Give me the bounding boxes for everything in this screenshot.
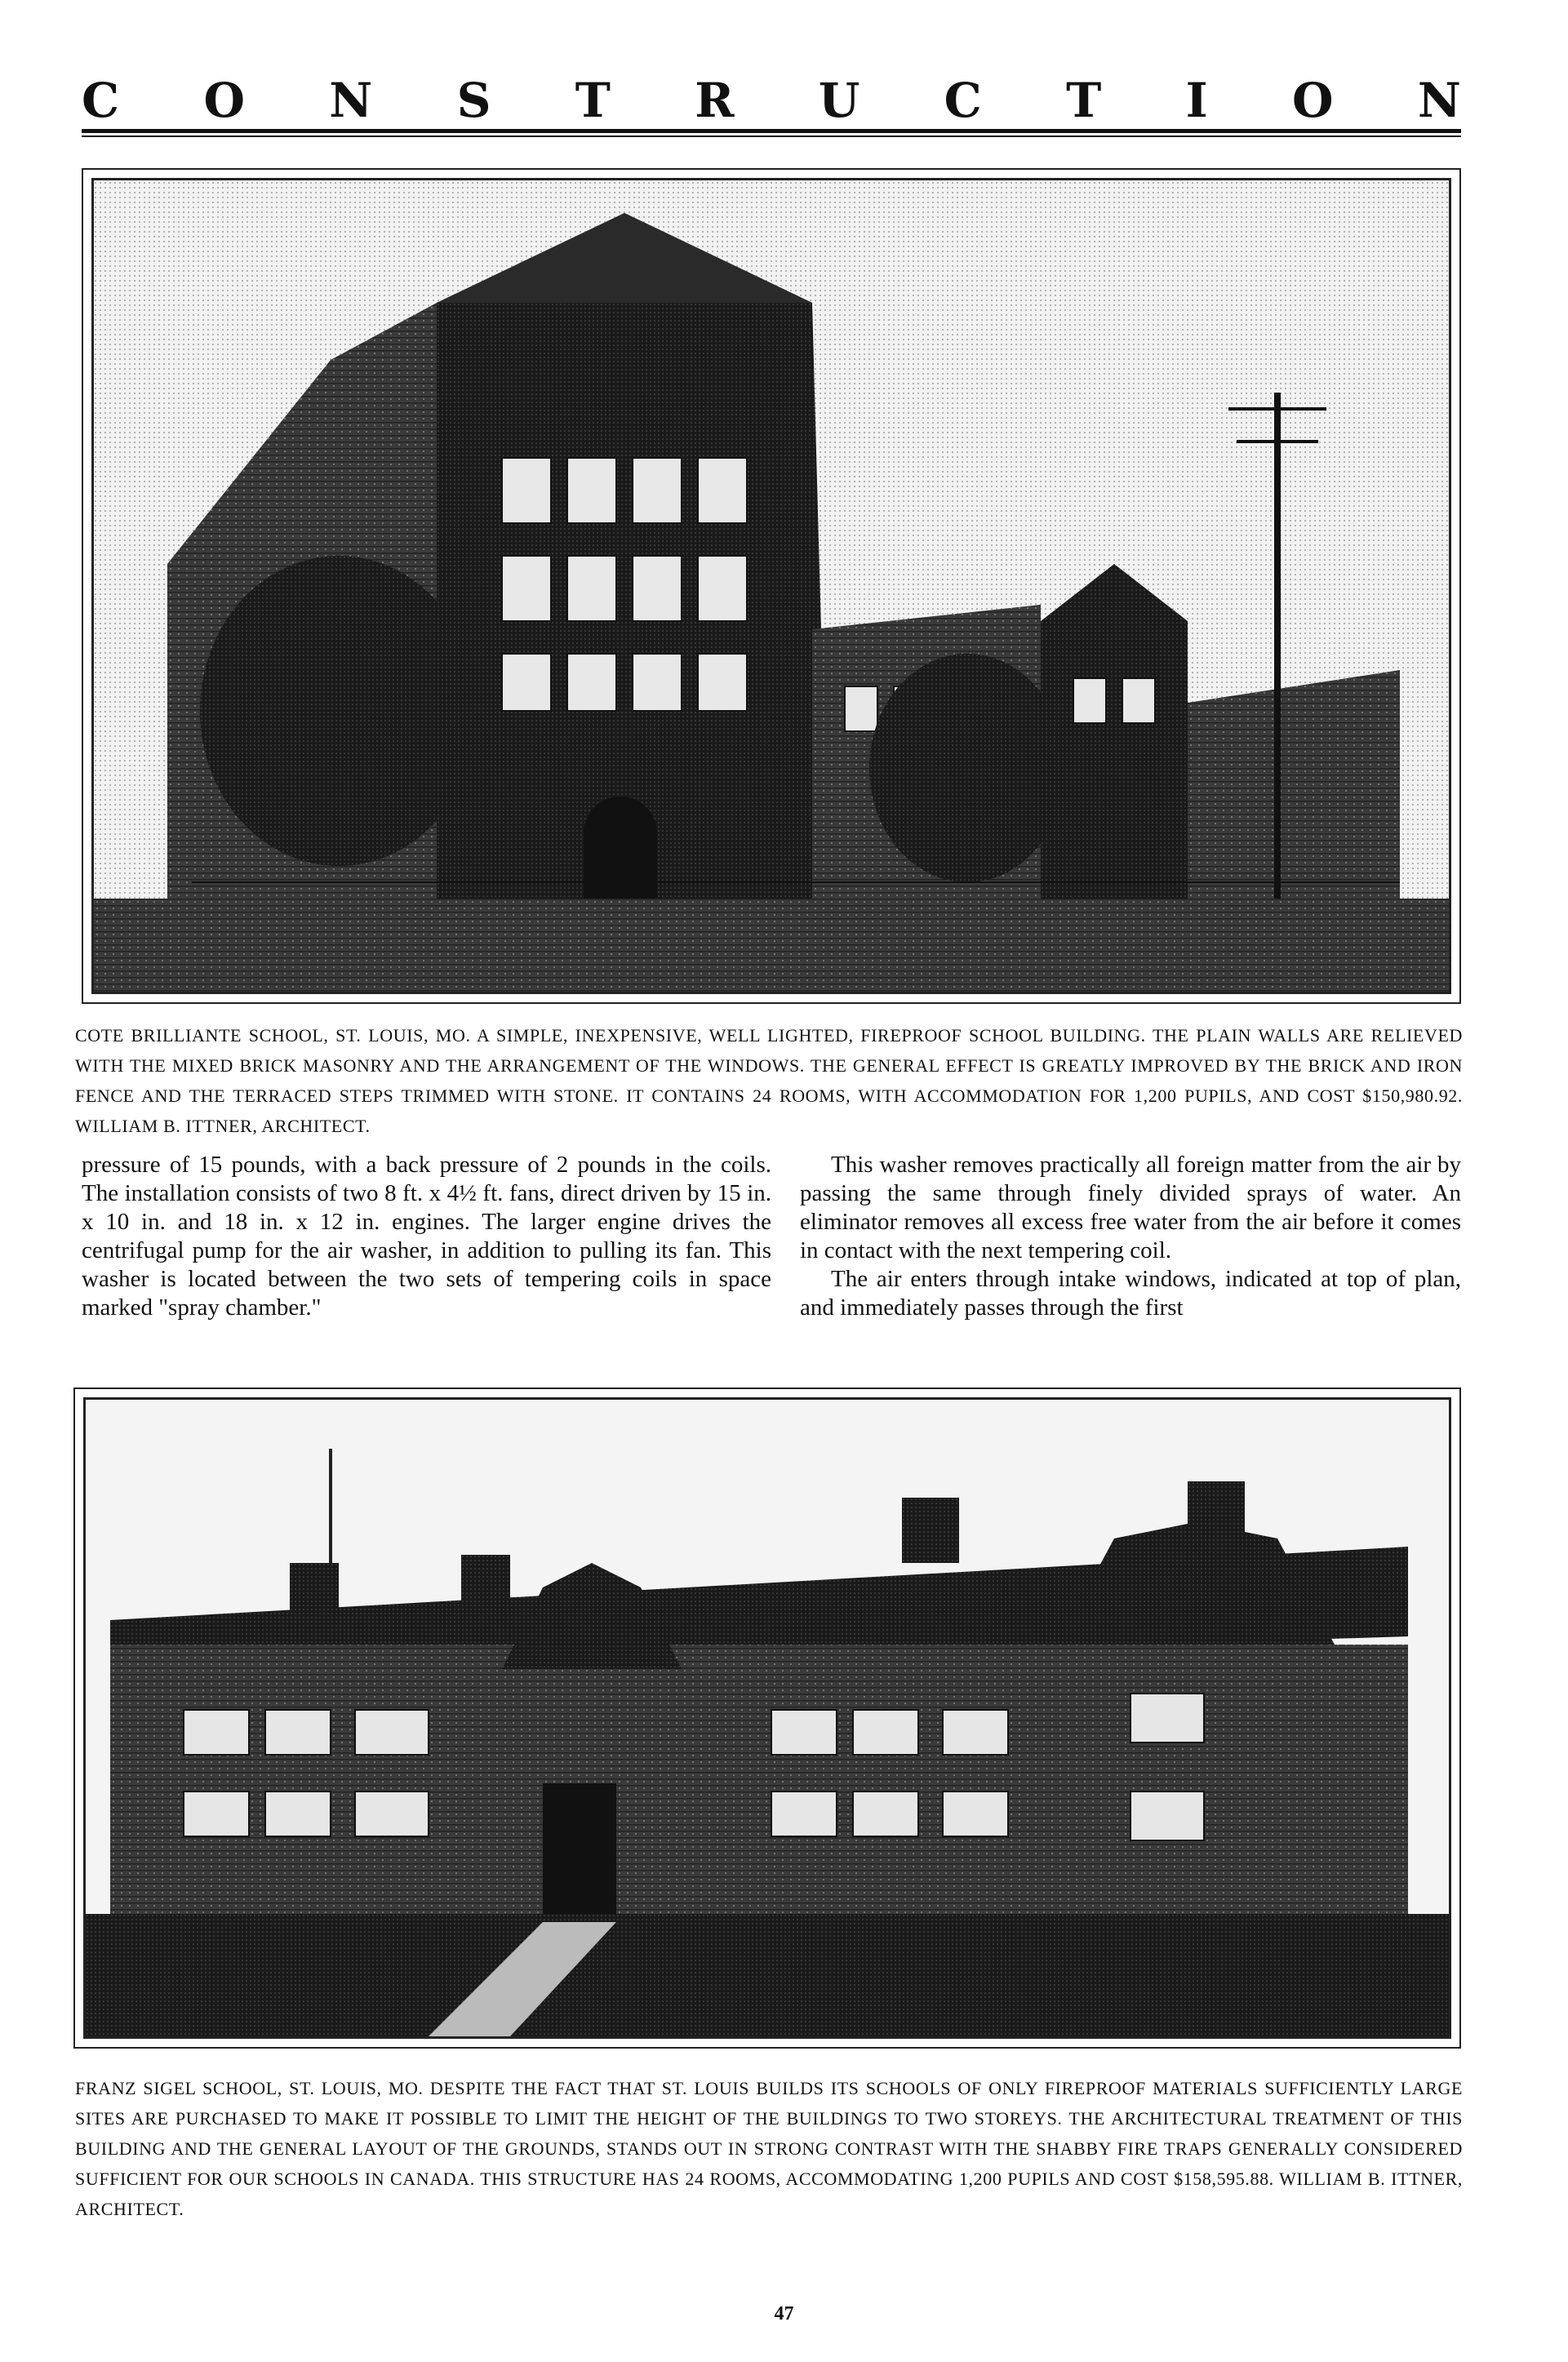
masthead-letter: C — [944, 73, 982, 128]
caption-text: FRANZ SIGEL SCHOOL, ST. LOUIS, MO. DESPITE THE FACT THAT ST. LOUIS BUILDS ITS SCHOOLS OF ONLY FIREPROOF MATERIALS SUFFICIENTLY LARGE SITES ARE PURCHASED TO MAKE IT POSSIBLE TO LIMIT THE HEIGHT OF THE BUILDINGS TO TWO STOREYS. THE ARCHITECTURAL TREATMENT OF THIS BUILDING AND THE GENERAL LAYOUT OF THE GROUNDS, STANDS OUT IN STRONG CONTRAST WITH THE SHABBY FIRE TRAPS GENERALLY CONSIDERED SUFFICIENT FOR OUR SCHOOLS IN CANADA. THIS STRUCTURE HAS 24 ROOMS, ACCOMMODATING 1,200 PUPILS AND COST $158,595.88. WILLIAM B. ITTNER, ARCHITECT. — [75, 2078, 1463, 2219]
photo-franz-sigel-school — [73, 1387, 1461, 2049]
masthead-title — [82, 75, 1461, 126]
paragraph: pressure of 15 pounds, with a back pressure of 2 pounds in the coils. The installation consists of two 8 ft. x 4½ ft. fans, direct driven by 15 in. x 10 in. and 18 in. x 12 in. engines. The larger engine drives the centrifugal pump for the air washer, in addition to pulling its fan. This washer is located between the two sets of tempering coils in space marked "spray chamber." — [82, 1152, 771, 1321]
photo-caption-franz-sigel — [75, 2073, 1463, 2224]
masthead-rule — [82, 135, 1461, 137]
masthead-letter: N — [329, 73, 373, 128]
masthead-letter: T — [1066, 73, 1102, 128]
masthead-letter: N — [1417, 73, 1461, 128]
photo-image — [91, 178, 1451, 994]
photo-image — [83, 1397, 1451, 2039]
page-number: 47 — [774, 2303, 794, 2324]
masthead-letter: C — [82, 73, 120, 128]
masthead-letter: U — [818, 73, 860, 128]
paragraph: This washer removes practically all foreign matter from the air by passing the same through finely divided sprays of water. An eliminator removes all excess free water from the air before it comes in contact with the next tempering coil. — [800, 1152, 1461, 1263]
masthead-letter: O — [203, 73, 245, 128]
masthead-letter: I — [1185, 73, 1208, 128]
photo-cote-brilliante-school — [82, 168, 1461, 1004]
photo-caption-cote-brilliante — [75, 1020, 1463, 1141]
masthead-rule — [82, 129, 1461, 133]
caption-text: COTE BRILLIANTE SCHOOL, ST. LOUIS, MO. A SIMPLE, INEXPENSIVE, WELL LIGHTED, FIREPROOF SCHOOL BUILDING. THE PLAIN WALLS ARE RELIEVED WITH THE MIXED BRICK MASONRY AND THE ARRANGEMENT OF THE WINDOWS. THE GENERAL EFFECT IS GREATLY IMPROVED BY THE BRICK AND IRON FENCE AND THE TERRACED STEPS TRIMMED WITH STONE. IT CONTAINS 24 ROOMS, WITH ACCOMMODATION FOR 1,200 PUPILS, AND COST $150,980.92. WILLIAM B. ITTNER, ARCHITECT. — [75, 1025, 1463, 1136]
masthead-letter: R — [695, 73, 735, 128]
masthead-letter: T — [575, 73, 611, 128]
text-column-left — [82, 1151, 771, 1322]
school-building-illustration — [94, 180, 1449, 992]
masthead-letter: S — [456, 73, 491, 128]
masthead-letter: O — [1292, 73, 1334, 128]
masthead — [82, 75, 1461, 137]
school-building-illustration — [86, 1400, 1449, 2036]
paragraph: The air enters through intake windows, indicated at top of plan, and immediately passes through the first — [800, 1266, 1461, 1321]
text-column-right — [800, 1151, 1461, 1322]
